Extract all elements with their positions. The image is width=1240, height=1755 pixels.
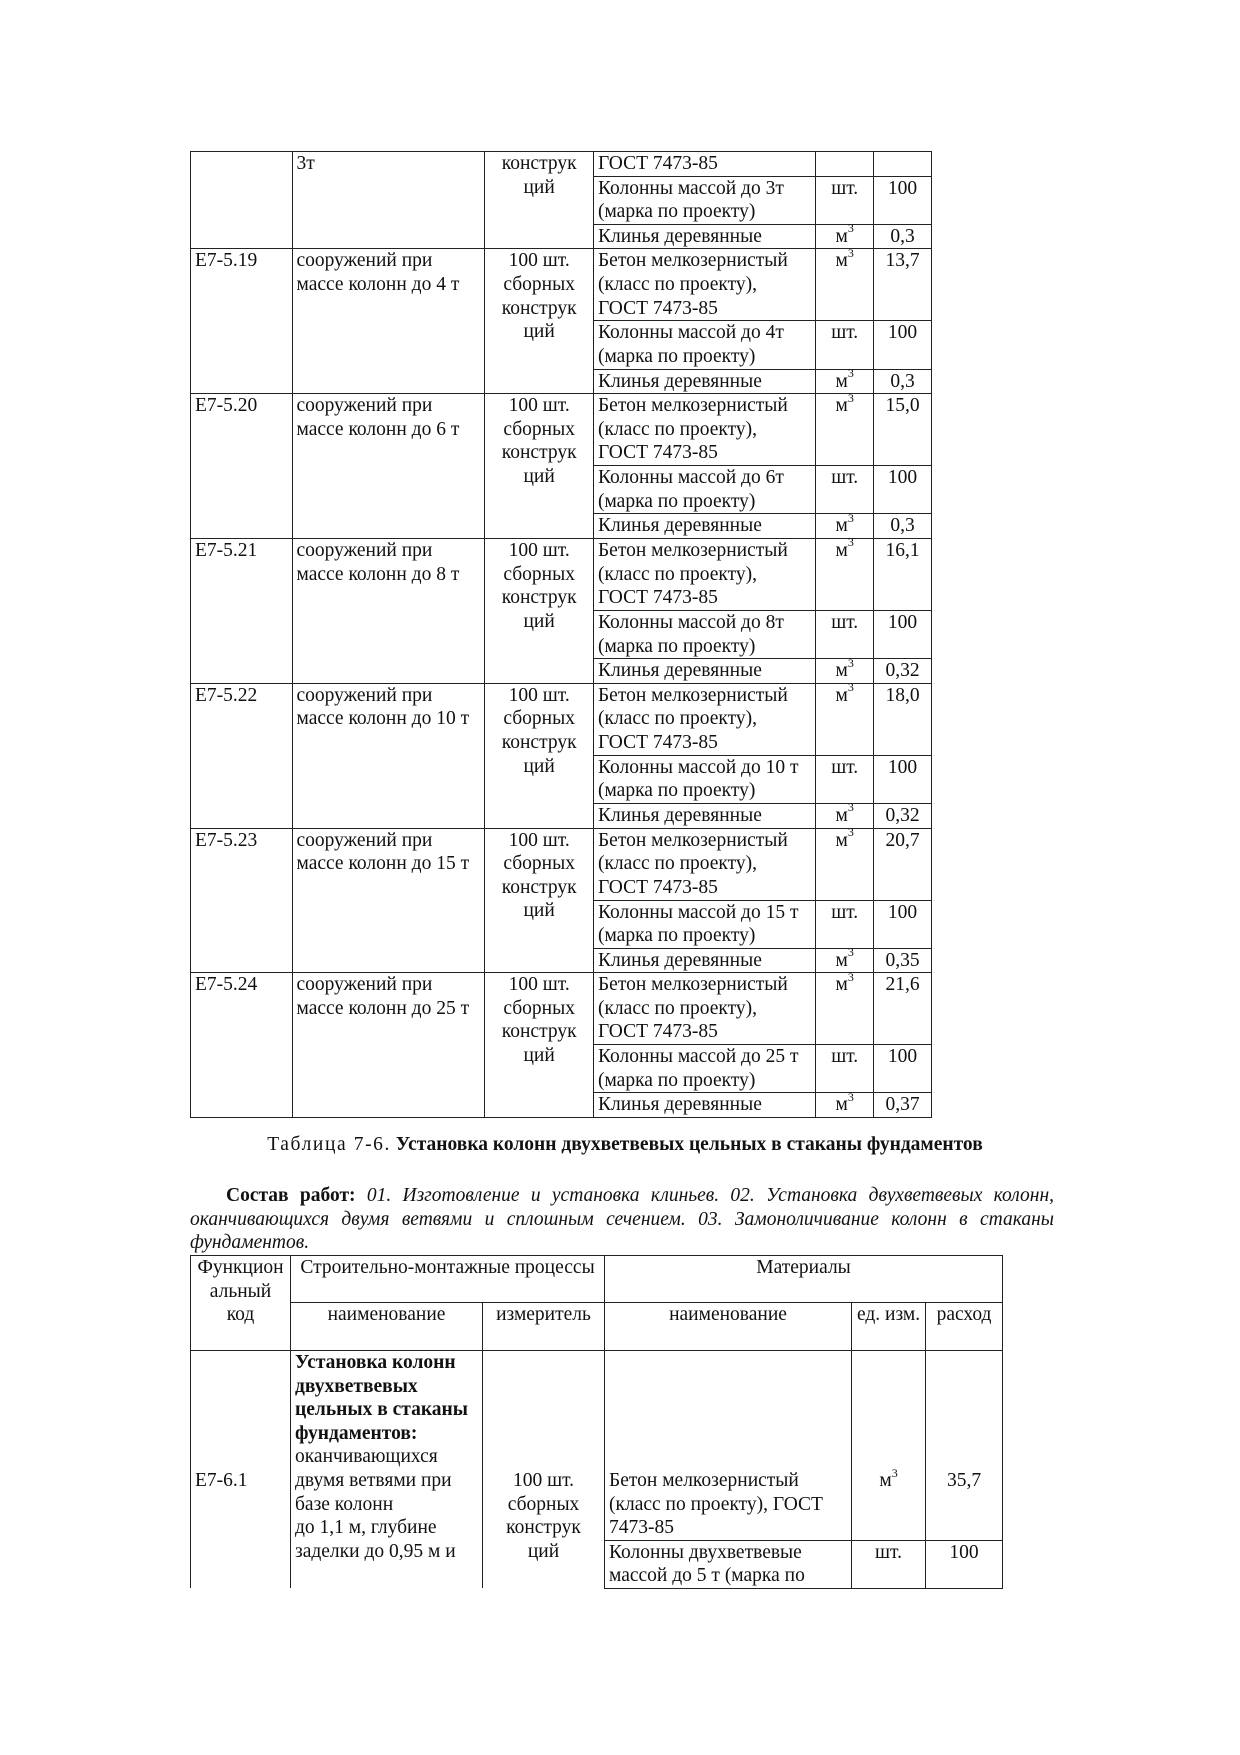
- unit-text: м: [835, 974, 848, 996]
- unit-line: конструк: [501, 153, 577, 174]
- columns-unit: шт.: [816, 466, 874, 514]
- row-unit: [485, 973, 594, 1118]
- concrete-qty: 13,7: [874, 249, 932, 321]
- row-name: сооружений при массе колонн до 15 т: [292, 828, 485, 973]
- row-name-rest-1: оканчивающихся двумя ветвями при базе колонн: [295, 1446, 452, 1515]
- header-mat-name: наименование: [605, 1303, 852, 1351]
- wedges-qty: 0,3: [874, 514, 932, 539]
- material-name: Колонны массой до 3т (марка по проекту): [593, 176, 815, 224]
- wedges-unit: [816, 659, 874, 684]
- unit-cell: [485, 152, 594, 249]
- unit-line: конструк: [501, 442, 577, 464]
- unit-sup: 3: [847, 248, 854, 260]
- unit-line: сборных: [503, 997, 575, 1019]
- concrete-name: Бетон мелкозернистый (класс по проекту), ГОСТ 7473-85: [593, 394, 815, 466]
- unit-line: ций: [523, 176, 555, 198]
- columns-qty: 100: [874, 900, 932, 948]
- row-code: Е7-5.24: [191, 973, 293, 1118]
- row-unit: [485, 394, 594, 539]
- caption-title: Установка колонн двухветвевых цельных в стаканы фундаментов: [395, 1134, 983, 1155]
- unit-line: 100 шт.: [508, 250, 570, 272]
- unit-sup: 3: [847, 948, 854, 960]
- concrete-unit: [816, 683, 874, 755]
- concrete-unit-sup: 3: [891, 1465, 898, 1480]
- unit-sup: 3: [847, 513, 854, 525]
- header-materials: Материалы: [605, 1256, 1003, 1303]
- unit-text: м: [835, 660, 848, 682]
- table-row: [191, 152, 932, 177]
- concrete-name: Бетон мелкозернистый (класс по проекту), ГОСТ 7473-85: [609, 1470, 823, 1539]
- header-proc-unit: измеритель: [483, 1303, 605, 1351]
- material-unit: шт.: [816, 176, 874, 224]
- unit-text: м: [835, 515, 848, 537]
- wedges-qty: 0,32: [874, 659, 932, 684]
- columns-name: Колонны массой до 6т (марка по проекту): [593, 466, 815, 514]
- columns-unit: шт.: [816, 900, 874, 948]
- concrete-unit-cell: [852, 1351, 926, 1541]
- row-name-rest-2: до 1,1 м, глубине заделки до 0,95 м и: [295, 1517, 456, 1562]
- header-func-code: Функцион альный код: [191, 1256, 291, 1351]
- name-cell: [292, 152, 485, 249]
- row-name: сооружений при массе колонн до 6 т: [292, 394, 485, 539]
- unit-line: сборных: [503, 563, 575, 585]
- concrete-unit: [816, 538, 874, 610]
- works-label: Состав работ:: [226, 1185, 356, 1206]
- unit-line: 100 шт.: [508, 684, 570, 706]
- columns-name: Колонны двухветвевые массой до 5 т (марка по: [605, 1540, 852, 1588]
- columns-name: Колонны массой до 8т (марка по проекту): [593, 610, 815, 658]
- wedges-unit: [816, 803, 874, 828]
- wedges-name: Клинья деревянные: [593, 948, 815, 973]
- unit-text: м: [835, 1094, 848, 1116]
- columns-unit: шт.: [816, 1045, 874, 1093]
- concrete-name: Бетон мелкозернистый (класс по проекту), ГОСТ 7473-85: [593, 973, 815, 1045]
- caption-label: Таблица 7-6.: [267, 1134, 391, 1155]
- wedges-unit: [816, 369, 874, 394]
- row-name: сооружений при массе колонн до 25 т: [292, 973, 485, 1118]
- columns-unit: шт.: [816, 321, 874, 369]
- unit-sup: 3: [847, 683, 854, 695]
- columns-name: Колонны массой до 15 т (марка по проекту): [593, 900, 815, 948]
- wedges-unit: [816, 1093, 874, 1118]
- unit-sup: 3: [847, 393, 854, 405]
- row-code: Е7-5.19: [191, 249, 293, 394]
- unit-sup: 3: [847, 803, 854, 815]
- wedges-name: Клинья деревянные: [593, 369, 815, 394]
- unit-sup: 3: [847, 538, 854, 550]
- unit-line: конструк: [501, 587, 577, 609]
- unit-line: 100 шт.: [508, 395, 570, 417]
- unit-line: ций: [523, 610, 555, 632]
- row-unit: [485, 828, 594, 973]
- table-row: [191, 973, 932, 1045]
- table-row: [191, 828, 932, 900]
- unit-line: ций: [523, 900, 555, 922]
- unit-line: 100 шт.: [508, 974, 570, 996]
- code-cell: [191, 152, 293, 249]
- unit-line: сборных: [503, 853, 575, 875]
- material-unit: [816, 152, 874, 177]
- unit-line: ций: [523, 755, 555, 777]
- wedges-name: Клинья деревянные: [593, 659, 815, 684]
- table-row: [191, 538, 932, 610]
- columns-qty: 100: [874, 755, 932, 803]
- row-name: 3т: [296, 153, 315, 174]
- unit-line: сборных: [503, 418, 575, 440]
- row-code: Е7-5.23: [191, 828, 293, 973]
- concrete-name: Бетон мелкозернистый (класс по проекту), ГОСТ 7473-85: [593, 828, 815, 900]
- columns-qty: 100: [874, 466, 932, 514]
- concrete-name: Бетон мелкозернистый (класс по проекту), ГОСТ 7473-85: [593, 249, 815, 321]
- material-name: ГОСТ 7473-85: [593, 152, 815, 177]
- unit-line: ций: [523, 1045, 555, 1067]
- row-unit: [485, 683, 594, 828]
- concrete-name-cell: [605, 1351, 852, 1541]
- unit-sup: 3: [847, 224, 854, 236]
- columns-qty: 100: [874, 1045, 932, 1093]
- unit-text: м: [835, 539, 848, 561]
- wedges-qty: 0,3: [874, 369, 932, 394]
- works-composition: [190, 1184, 1054, 1255]
- row-code-cell: [191, 1351, 291, 1589]
- columns-qty: 100: [926, 1540, 1003, 1588]
- columns-name: Колонны массой до 25 т (марка по проекту): [593, 1045, 815, 1093]
- row-name: сооружений при массе колонн до 8 т: [292, 538, 485, 683]
- works-text: 01. Изготовление и установка клиньев. 02. Установка двухветвевых колонн, оканчивающихся двумя ветвями и сплошным сечением. 03. Замоноличивание колонн в стаканы фундаментов.: [190, 1185, 1054, 1253]
- row-unit: [485, 249, 594, 394]
- concrete-unit: [816, 973, 874, 1045]
- row-code: Е7-6.1: [195, 1470, 248, 1491]
- unit-line: конструк: [501, 1021, 577, 1043]
- concrete-unit: [816, 394, 874, 466]
- table-row: [191, 683, 932, 755]
- concrete-qty-cell: [926, 1351, 1003, 1541]
- row-unit: [485, 538, 594, 683]
- concrete-qty: 20,7: [874, 828, 932, 900]
- wedges-qty: 0,32: [874, 803, 932, 828]
- concrete-unit: м: [879, 1470, 892, 1491]
- wedges-unit: [816, 514, 874, 539]
- concrete-unit: [816, 249, 874, 321]
- concrete-qty: 35,7: [946, 1470, 982, 1491]
- row-code: Е7-5.21: [191, 538, 293, 683]
- header-processes: Строительно-монтажные процессы: [291, 1256, 605, 1303]
- columns-qty: 100: [874, 321, 932, 369]
- row-unit-cell: [483, 1351, 605, 1589]
- unit-sup: 3: [847, 972, 854, 984]
- concrete-qty: 15,0: [874, 394, 932, 466]
- concrete-unit: [816, 828, 874, 900]
- columns-unit: шт.: [816, 610, 874, 658]
- row-name: сооружений при массе колонн до 4 т: [292, 249, 485, 394]
- concrete-qty: 18,0: [874, 683, 932, 755]
- unit-line: сборных: [503, 708, 575, 730]
- table-row: [191, 394, 932, 466]
- unit-text: м: [835, 250, 848, 272]
- unit-line: 100 шт.: [508, 829, 570, 851]
- row-unit-2: ций: [527, 1540, 560, 1562]
- unit-sup: 3: [847, 1092, 854, 1104]
- unit-line: конструк: [501, 297, 577, 319]
- unit-sup: 3: [847, 658, 854, 670]
- wedges-qty: 0,35: [874, 948, 932, 973]
- norms-table-7-6: [190, 1255, 1003, 1589]
- row-name-bold: Установка колонн двухветвевых цельных в стаканы фундаментов:: [295, 1352, 469, 1444]
- unit-text: м: [835, 395, 848, 417]
- unit-text: м: [835, 370, 848, 392]
- norms-table-continued: [190, 151, 932, 1118]
- wedges-qty: 0,37: [874, 1093, 932, 1118]
- row-name: сооружений при массе колонн до 10 т: [292, 683, 485, 828]
- unit-text: м: [835, 684, 848, 706]
- columns-name: Колонны массой до 10 т (марка по проекту): [593, 755, 815, 803]
- concrete-qty: 16,1: [874, 538, 932, 610]
- row-code: Е7-5.20: [191, 394, 293, 539]
- row-code: Е7-5.22: [191, 683, 293, 828]
- unit-line: конструк: [501, 731, 577, 753]
- material-qty: 0,3: [874, 224, 932, 249]
- unit-text: м: [835, 804, 848, 826]
- concrete-name: Бетон мелкозернистый (класс по проекту), ГОСТ 7473-85: [593, 683, 815, 755]
- wedges-name: Клинья деревянные: [593, 1093, 815, 1118]
- material-qty: [874, 152, 932, 177]
- concrete-name: Бетон мелкозернистый (класс по проекту), ГОСТ 7473-85: [593, 538, 815, 610]
- row-name-cell: [291, 1351, 483, 1589]
- unit-line: ций: [523, 465, 555, 487]
- material-unit: [816, 224, 874, 249]
- header-mat-unit: ед. изм.: [852, 1303, 926, 1351]
- wedges-name: Клинья деревянные: [593, 803, 815, 828]
- unit-line: конструк: [501, 876, 577, 898]
- concrete-qty: 21,6: [874, 973, 932, 1045]
- material-name: Клинья деревянные: [593, 224, 815, 249]
- unit-sup: 3: [847, 369, 854, 381]
- unit-text: м: [835, 829, 848, 851]
- material-qty: 100: [874, 176, 932, 224]
- unit-line: ций: [523, 321, 555, 343]
- columns-unit: шт.: [816, 755, 874, 803]
- table-row: [191, 249, 932, 321]
- columns-name: Колонны массой до 4т (марка по проекту): [593, 321, 815, 369]
- header-proc-name: наименование: [291, 1303, 483, 1351]
- unit-line: сборных: [503, 273, 575, 295]
- header-mat-qty: расход: [926, 1303, 1003, 1351]
- columns-unit: шт.: [852, 1540, 926, 1588]
- columns-qty: 100: [874, 610, 932, 658]
- unit-text: м: [835, 949, 848, 971]
- row-unit-1: 100 шт. сборных конструк: [506, 1470, 581, 1539]
- wedges-name: Клинья деревянные: [593, 514, 815, 539]
- table-caption: [190, 1133, 1060, 1157]
- wedges-unit: [816, 948, 874, 973]
- unit-sup: 3: [847, 828, 854, 839]
- unit-line: 100 шт.: [508, 539, 570, 561]
- unit-text: м: [835, 225, 848, 247]
